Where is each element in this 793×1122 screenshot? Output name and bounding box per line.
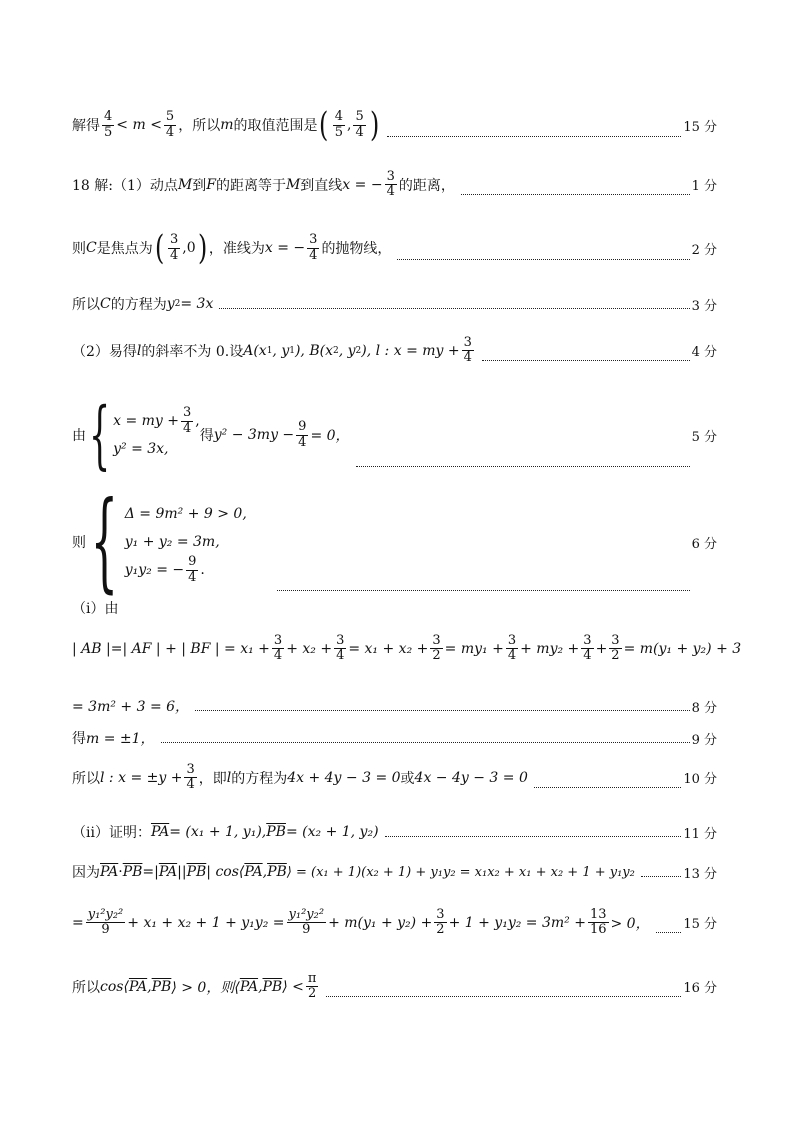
score-label: 15 分 — [683, 917, 717, 933]
fraction: $\frac{3}{4}$ — [386, 169, 395, 200]
leader-dots — [397, 259, 689, 260]
solution-line-9: | AB |=| AF | + | BF | = x₁ + $\frac{3}{4}$ + x₂ + $\frac{3}{4}$ = x₁ + x₂ + $\frac{3}{2}$ = my₁ + $\frac{3}{4}$ + my₂ + $\frac{3}{4}$ + $\frac{3}{2}$ = m(y₁ + y₂) + 3 — [72, 633, 742, 664]
equation: x = − — [264, 240, 306, 256]
text: 到 — [192, 177, 207, 194]
solution-line-1: 解得 $\frac{4}{5}$ < m < $\frac{5}{4}$ ，所以 m 的取值范围是 ( $\frac{4}{5}$ , $\frac{5}{4}$ ) 15 分 — [72, 105, 717, 145]
variable: l — [136, 342, 142, 359]
text: （ii）证明： — [72, 825, 151, 841]
score-label: 2 分 — [691, 242, 717, 258]
variable: C — [86, 240, 97, 256]
vector: $\overline{PB}$ — [267, 864, 287, 880]
vector: $\overline{PA}$ — [150, 824, 170, 840]
vector: $\overline{PB}$ — [262, 978, 283, 995]
text: （i）由 — [72, 601, 119, 617]
leader-dots — [534, 787, 681, 788]
equation: = 3m² + 3 = 6， — [72, 699, 190, 715]
equation: m = ±1， — [86, 731, 155, 747]
fraction: $\frac{3}{4}$ — [309, 232, 318, 263]
solution-line-11 — [72, 728, 717, 748]
text: 所以 — [72, 979, 100, 996]
text: 的斜率不为 0.设 — [141, 343, 244, 360]
score-label: 1 分 — [691, 179, 717, 195]
variable: m — [220, 117, 234, 133]
vector: $\overline{PA}$ — [128, 978, 148, 995]
vector: $\overline{PB}$ — [186, 864, 207, 880]
score-label: 13 分 — [683, 866, 717, 882]
equation: | AB |=| AF | + | BF | = x₁ + — [72, 640, 270, 657]
text: 因为 — [72, 865, 100, 881]
text: 得 — [72, 731, 86, 747]
text: ,0 — [182, 240, 196, 256]
fraction: $\frac{4}{5}$ — [334, 109, 344, 140]
fraction: $\frac{3}{4}$ — [169, 232, 179, 263]
equation: = 3x — [180, 296, 214, 312]
fraction: $\frac{4}{5}$ — [104, 109, 113, 140]
solution-line-16: 所以 cos⟨ $\overline{PA}$ , $\overline{PB}$ ⟩ > 0，则⟨ $\overline{PA}$ , $\overline{PB}$ ⟩ < $\frac{\pi}{2}$ 16 分 — [72, 971, 717, 1002]
equation: = (x₂ + 1, y₂) — [285, 824, 379, 840]
equation-system: { x = my + $\frac{3}{4}$ , y² = 3x, — [88, 392, 200, 478]
text: ，即 — [198, 770, 227, 787]
equation: = (x₁ + 1, y₁), — [169, 824, 267, 840]
variable: M — [177, 176, 193, 193]
solution-line-6 — [72, 392, 717, 478]
exponent: 2 — [174, 299, 181, 309]
score-label: 10 分 — [683, 772, 717, 788]
text: 18 解:（1）动点 — [72, 177, 178, 194]
equation: 4x − 4y − 3 = 0 — [414, 769, 528, 786]
fraction: $\frac{5}{4}$ — [165, 109, 175, 140]
text: 则 — [72, 535, 86, 551]
leader-dots — [326, 996, 681, 997]
solution-line-15: = $\frac{\text{y₁²y₂²}}{9}$ + x₁ + x₂ + 1 + y₁y₂ = $\frac{\text{y₁²y₂²}}{9}$ + m(y₁ + y₂) + $\frac{3}{2}$ + 1 + y₁y₂ = 3m² + $\frac{13}{16}$ > 0， 15 分 — [72, 907, 717, 938]
variable: M — [285, 176, 301, 193]
leader-dots — [482, 360, 690, 361]
vector: $\overline{PA}$ — [239, 978, 259, 995]
score-label: 6 分 — [691, 536, 717, 552]
text: 的方程为 — [231, 770, 288, 787]
vector: $\overline{PA}$ — [158, 864, 178, 880]
vector: $\overline{PB}$ — [122, 864, 143, 880]
fraction: $\frac{9}{4}$ — [298, 419, 307, 450]
leader-dots — [385, 836, 682, 837]
text: 所以 — [72, 297, 100, 313]
fraction: $\frac{3}{4}$ — [463, 335, 472, 366]
leader-dots — [219, 308, 689, 309]
vector: $\overline{PB}$ — [151, 978, 172, 995]
variable: y — [166, 296, 175, 312]
vector: $\overline{PA}$ — [100, 864, 119, 880]
vector: $\overline{PB}$ — [266, 824, 286, 840]
solution-line-7 — [72, 479, 717, 604]
solution-line-3: 则 C 是焦点为 ( $\frac{3}{4}$ ,0 ) ，准线为 x = − $\frac{3}{4}$ 的抛物线， 2 分 — [72, 228, 717, 268]
text: 的距离等于 — [215, 177, 286, 194]
score-label: 5 分 — [691, 429, 717, 445]
text: 的方程为 — [110, 297, 167, 313]
leader-dots — [161, 742, 690, 743]
fraction: $\frac{5}{4}$ — [355, 109, 364, 140]
equation: x = − — [342, 176, 383, 193]
leader-dots — [641, 876, 681, 877]
leader-dots — [656, 932, 682, 933]
leader-dots — [461, 194, 690, 195]
equation: A(x — [243, 342, 267, 359]
text: 的取值范围是 — [233, 118, 318, 134]
leader-dots — [356, 466, 690, 467]
text: 解得 — [72, 118, 100, 134]
text: ，准线为 — [208, 241, 265, 257]
solution-line-2 — [72, 170, 717, 200]
solution-line-5: （2）易得 l 的斜率不为 0.设 A(x 1 , y 1 ), B(x 2 , y 2 ), l : x = my + $\frac{3}{4}$ 4 分 — [72, 335, 717, 366]
score-label: 15 分 — [683, 119, 717, 135]
score-label: 8 分 — [691, 700, 717, 716]
score-label: 9 分 — [691, 732, 717, 748]
equation: = 0， — [310, 428, 350, 444]
text: 得 — [199, 428, 214, 444]
equation: y² − 3my − — [213, 427, 295, 443]
solution-line-8 — [72, 598, 717, 618]
leader-dots — [277, 590, 690, 591]
text: （2）易得 — [72, 343, 137, 360]
text: 所以 — [72, 770, 100, 787]
variable: l — [226, 769, 232, 786]
score-label: 11 分 — [683, 826, 717, 842]
solution-line-12: 所以 l : x = ±y + $\frac{3}{4}$ ，即 l 的方程为 4x + 4y − 3 = 0 或 4x − 4y − 3 = 0 10 分 — [72, 762, 717, 793]
score-label: 3 分 — [691, 298, 717, 314]
variable: F — [206, 176, 216, 193]
equation: ⟩ = (x₁ + 1)(x₂ + 1) + y₁y₂ = x₁x₂ + x₁ + x₂ + 1 + y₁y₂ — [286, 864, 635, 880]
text: 的抛物线， — [321, 241, 392, 257]
text: ，所以 — [178, 118, 221, 134]
equation: 4x + 4y − 3 = 0 — [287, 769, 401, 786]
vector: $\overline{PA}$ — [244, 864, 263, 880]
text: 的距离， — [398, 177, 455, 194]
score-label: 4 分 — [691, 345, 717, 361]
text: 或 — [400, 770, 415, 787]
inequality: < m < — [116, 117, 162, 133]
leader-dots — [195, 710, 690, 711]
solution-line-10 — [72, 696, 717, 716]
variable: C — [100, 296, 111, 312]
score-label: 16 分 — [683, 981, 717, 997]
equation-system: { Δ = 9m² + 9 > 0, y₁ + y₂ = 3m, y₁y₂ = − $\frac{9}{4}$ . — [90, 479, 247, 604]
solution-line-13 — [72, 822, 717, 842]
leader-dots — [387, 136, 681, 137]
text: 由 — [72, 428, 86, 444]
solution-line-4 — [72, 294, 717, 314]
text: 则 — [72, 241, 86, 257]
equation: l : x = ±y + — [100, 769, 183, 786]
solution-line-14: 因为 $\overline{PA}$ · $\overline{PB}$ =| $\overline{PA}$ || $\overline{PB}$ | cos⟨ $\overline{PA}$ , $\overline{PB}$ ⟩ = (x₁ + 1)(x₂ + 1) + y₁y₂ = x₁x₂ + x₁ + x₂ + 1 + y₁y₂ 13 分 — [72, 864, 717, 882]
text: 到直线 — [300, 177, 343, 194]
text: 是焦点为 — [96, 241, 153, 257]
